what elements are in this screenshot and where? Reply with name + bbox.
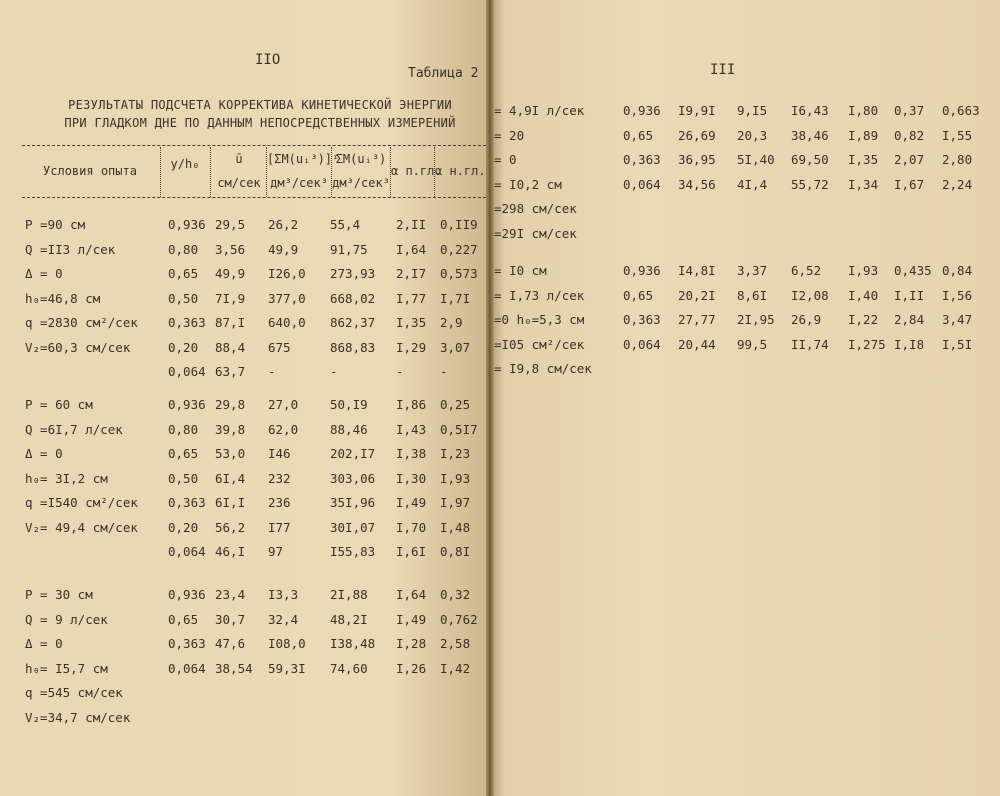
condition-label: P =90 см <box>25 217 86 232</box>
page-number-right: III <box>710 62 736 78</box>
table-cell: 232 <box>268 470 291 486</box>
table-cell: 377,0 <box>268 290 306 306</box>
col-header-u-bar <box>212 152 266 190</box>
table-cell: I,67 <box>894 176 925 192</box>
table-cell: 3,37 <box>737 263 768 278</box>
table-cell: 0,65 <box>623 287 654 303</box>
table-cell: - <box>396 364 404 379</box>
table-cell: 0,37 <box>894 103 925 118</box>
condition-label: h₀=46,8 см <box>25 290 101 306</box>
condition-label: P = 60 см <box>25 397 93 412</box>
condition-label: P = 30 см <box>25 587 93 602</box>
condition-label: =I05 см²/сек <box>494 336 585 352</box>
condition-label: = 0 <box>494 152 517 167</box>
table-cell: 0,936 <box>168 587 206 602</box>
table-cell: 0,80 <box>168 421 199 437</box>
table-cell: 6,52 <box>791 263 822 278</box>
table-cell: 0,227 <box>440 241 478 257</box>
table-cell: 0,50 <box>168 290 199 306</box>
heading-line-2: ПРИ ГЛАДКОМ ДНЕ ПО ДАННЫМ НЕПОСРЕДСТВЕННЫХ ИЗМЕРЕНИЙ <box>64 116 456 130</box>
header-divider <box>160 147 161 197</box>
table-cell: I,22 <box>848 312 879 327</box>
table-cell: 862,37 <box>330 315 376 330</box>
book-gutter <box>486 0 494 796</box>
table-cell: 0,32 <box>440 587 471 602</box>
condition-label: h₀= 3I,2 см <box>25 470 108 486</box>
table-cell: 32,4 <box>268 611 299 627</box>
table-cell: 0,20 <box>168 519 199 535</box>
table-cell: I,38 <box>396 446 427 461</box>
condition-label: Δ = 0 <box>25 636 63 651</box>
table-cell: 0,363 <box>168 315 206 330</box>
table-cell: 0,064 <box>168 364 206 379</box>
right-page <box>490 0 1000 796</box>
table-cell: I,42 <box>440 660 471 676</box>
table-cell: 236 <box>268 495 291 510</box>
table-cell: 0,363 <box>168 495 206 510</box>
table-cell: 0,65 <box>168 446 199 461</box>
table-cell: 0,936 <box>623 103 661 118</box>
table-cell: 6I,I <box>215 495 246 510</box>
table-cell: 34,56 <box>678 176 716 192</box>
table-cell: 87,I <box>215 315 246 330</box>
table-cell: 3,07 <box>440 339 471 355</box>
table-cell: 99,5 <box>737 336 768 352</box>
table-cell: I,28 <box>396 636 427 651</box>
sum1-symbol: [ΣM(uᵢ³)]ᶦ <box>267 152 340 166</box>
condition-label: = I9,8 см/сек <box>494 361 592 376</box>
table-cell: 30I,07 <box>330 519 376 535</box>
condition-label: h₀= I5,7 см <box>25 660 108 676</box>
table-cell: 640,0 <box>268 315 306 330</box>
col-header-y-over-h: y/h₀ <box>170 157 200 171</box>
table-cell: 2,84 <box>894 312 925 327</box>
condition-label: Q =6I,7 л/сек <box>25 421 123 437</box>
table-cell: I77 <box>268 519 291 535</box>
table-cell: 53,0 <box>215 446 246 461</box>
table-cell: 88,46 <box>330 421 368 437</box>
table-cell: 48,2I <box>330 611 368 627</box>
table-cell: 0,064 <box>623 176 661 192</box>
table-cell: 47,6 <box>215 636 246 651</box>
condition-label: V₂=34,7 см/сек <box>25 709 131 725</box>
table-cell: 35I,96 <box>330 495 376 510</box>
table-cell: 2,9 <box>440 315 463 330</box>
header-divider <box>210 147 211 197</box>
table-cell: 20,2I <box>678 287 716 303</box>
table-cell: 0,65 <box>168 266 199 281</box>
table-cell: 38,46 <box>791 127 829 143</box>
table-cell: I,7I <box>440 290 471 306</box>
table-cell: I,77 <box>396 290 427 306</box>
table-cell: 0,663 <box>942 103 980 118</box>
table-cell: 0,84 <box>942 263 973 278</box>
table-cell: 6I,4 <box>215 470 246 486</box>
table-cell: 97 <box>268 544 284 559</box>
table-cell: 0,25 <box>440 397 471 412</box>
table-cell: 0,064 <box>623 336 661 352</box>
table-cell: I,6I <box>396 544 427 559</box>
table-cell: 0,936 <box>623 263 661 278</box>
table-cell: I4,8I <box>678 263 716 278</box>
table-cell: 91,75 <box>330 241 368 257</box>
table-cell: I,64 <box>396 241 427 257</box>
table-cell: 74,60 <box>330 660 368 676</box>
table-cell: I,30 <box>396 470 427 486</box>
table-cell: I,43 <box>396 421 427 437</box>
table-cell: 38,54 <box>215 660 253 676</box>
condition-label: Δ = 0 <box>25 446 63 461</box>
table-cell: I3,3 <box>268 587 299 602</box>
table-cell: 8,6I <box>737 287 768 303</box>
u-bar-symbol: ū <box>235 152 243 166</box>
table-cell: I46 <box>268 446 291 461</box>
u-bar-unit: см/сек <box>217 176 261 190</box>
table-cell: I08,0 <box>268 636 306 651</box>
table-cell: 0,65 <box>623 127 654 143</box>
table-cell: 0,80 <box>168 241 199 257</box>
table-cell: 2,I7 <box>396 266 427 281</box>
table-cell: 668,02 <box>330 290 376 306</box>
table-cell: I55,83 <box>330 544 376 559</box>
table-cell: 0,064 <box>168 544 206 559</box>
table-cell: 39,8 <box>215 421 246 437</box>
table-cell: I,29 <box>396 339 427 355</box>
table-cell: 5I,40 <box>737 152 775 167</box>
table-cell: I,93 <box>848 263 879 278</box>
table-cell: 49,9 <box>268 241 299 257</box>
table-cell: 0,363 <box>168 636 206 651</box>
table-cell: 26,69 <box>678 127 716 143</box>
table-cell: 69,50 <box>791 152 829 167</box>
col-header-alpha-n: α н.гл. <box>435 164 486 178</box>
table-cell: I26,0 <box>268 266 306 281</box>
table-heading <box>40 96 480 132</box>
table-cell: 3,56 <box>215 241 246 257</box>
col-header-alpha-p: α п.гл. <box>391 164 442 178</box>
table-cell: - <box>268 364 276 379</box>
table-cell: I,56 <box>942 287 973 303</box>
table-cell: 20,3 <box>737 127 768 143</box>
table-cell: I,26 <box>396 660 427 676</box>
table-cell: 30,7 <box>215 611 246 627</box>
table-cell: I,II <box>894 287 925 303</box>
table-cell: 4I,4 <box>737 176 768 192</box>
table-cell: I,I8 <box>894 336 925 352</box>
table-cell: 0,762 <box>440 611 478 627</box>
condition-label: q =545 см/сек <box>25 685 123 700</box>
condition-label: q =I540 см²/сек <box>25 495 138 510</box>
condition-label: = 20 <box>494 127 525 143</box>
condition-label: =0 h₀=5,3 см <box>494 312 585 327</box>
table-cell: 36,95 <box>678 152 716 167</box>
table-cell: 303,06 <box>330 470 376 486</box>
table-cell: 2,07 <box>894 152 925 167</box>
table-cell: 59,3I <box>268 660 306 676</box>
table-cell: 0,5I7 <box>440 421 478 437</box>
table-cell: 0,064 <box>168 660 206 676</box>
table-cell: 202,I7 <box>330 446 376 461</box>
table-cell: 0,82 <box>894 127 925 143</box>
table-cell: 55,72 <box>791 176 829 192</box>
table-cell: 0,8I <box>440 544 471 559</box>
table-cell: I,48 <box>440 519 471 535</box>
table-cell: 62,0 <box>268 421 299 437</box>
condition-label: = I0,2 см <box>494 176 562 192</box>
condition-label: Q =II3 л/сек <box>25 241 116 257</box>
table-cell: I2,08 <box>791 287 829 303</box>
table-cell: 0,936 <box>168 397 206 412</box>
table-cell: I,49 <box>396 495 427 510</box>
table-cell: 2I,95 <box>737 312 775 327</box>
table-cell: 675 <box>268 339 291 355</box>
table-cell: 55,4 <box>330 217 361 232</box>
table-cell: 26,9 <box>791 312 822 327</box>
table-cell: 27,77 <box>678 312 716 327</box>
table-cell: - <box>330 364 338 379</box>
table-cell: I,35 <box>396 315 427 330</box>
page-number-left: IIO <box>255 52 281 68</box>
table-cell: 0,20 <box>168 339 199 355</box>
table-cell: 2,II <box>396 217 427 232</box>
table-cell: I,40 <box>848 287 879 303</box>
table-cell: 56,2 <box>215 519 246 535</box>
table-cell: I,80 <box>848 103 879 118</box>
table-cell: 0,435 <box>894 263 932 278</box>
table-cell: I6,43 <box>791 103 829 118</box>
table-cell: 2,58 <box>440 636 471 651</box>
table-cell: I,55 <box>942 127 973 143</box>
table-cell: 46,I <box>215 544 246 559</box>
condition-label: V₂=60,3 см/сек <box>25 339 131 355</box>
sum2-unit: дм³/сек³ <box>332 176 390 190</box>
left-page <box>0 0 490 796</box>
table-cell: I,97 <box>440 495 471 510</box>
condition-label: V₂= 49,4 см/сек <box>25 519 138 535</box>
table-cell: 50,I9 <box>330 397 368 412</box>
table-cell: I,89 <box>848 127 879 143</box>
sum2-symbol: ΣM(uᵢ³) <box>335 152 387 166</box>
heading-line-1: РЕЗУЛЬТАТЫ ПОДСЧЕТА КОРРЕКТИВА КИНЕТИЧЕСКОЙ ЭНЕРГИИ <box>68 98 452 112</box>
table-cell: 63,7 <box>215 364 246 379</box>
condition-label: =29I см/сек <box>494 225 577 241</box>
table-cell: 0,573 <box>440 266 478 281</box>
header-bottom-rule <box>22 197 486 198</box>
condition-label: = 4,9I л/сек <box>494 103 585 118</box>
table-cell: I,70 <box>396 519 427 535</box>
table-cell: I,23 <box>440 446 471 461</box>
table-cell: - <box>440 364 448 379</box>
header-top-rule <box>22 145 486 146</box>
table-cell: I,35 <box>848 152 879 167</box>
table-cell: I38,48 <box>330 636 376 651</box>
table-cell: 868,83 <box>330 339 376 355</box>
condition-label: = I0 см <box>494 263 547 278</box>
table-cell: 29,8 <box>215 397 246 412</box>
table-cell: I,93 <box>440 470 471 486</box>
table-cell: 0,65 <box>168 611 199 627</box>
table-cell: 2,80 <box>942 152 973 167</box>
table-cell: 2,24 <box>942 176 973 192</box>
table-cell: I,34 <box>848 176 879 192</box>
col-header-sum2 <box>332 152 390 190</box>
table-cell: 23,4 <box>215 587 246 602</box>
table-cell: 2I,88 <box>330 587 368 602</box>
table-cell: 0,363 <box>623 152 661 167</box>
table-cell: 0,363 <box>623 312 661 327</box>
table-cell: II,74 <box>791 336 829 352</box>
table-cell: 27,0 <box>268 397 299 412</box>
table-cell: 3,47 <box>942 312 973 327</box>
condition-label: Q = 9 л/сек <box>25 611 108 627</box>
table-cell: 26,2 <box>268 217 299 232</box>
table-cell: I,64 <box>396 587 427 602</box>
table-cell: 49,9 <box>215 266 246 281</box>
table-cell: I,49 <box>396 611 427 627</box>
table-cell: 0,936 <box>168 217 206 232</box>
table-cell: 20,44 <box>678 336 716 352</box>
table-cell: 0,II9 <box>440 217 478 232</box>
table-cell: 273,93 <box>330 266 376 281</box>
table-cell: 7I,9 <box>215 290 246 306</box>
table-cell: 29,5 <box>215 217 246 232</box>
condition-label: = I,73 л/сек <box>494 287 585 303</box>
table-cell: 0,50 <box>168 470 199 486</box>
table-cell: 9,I5 <box>737 103 768 118</box>
condition-label: Δ = 0 <box>25 266 63 281</box>
table-label: Таблица 2 <box>408 66 479 81</box>
table-cell: I9,9I <box>678 103 716 118</box>
condition-label: q =2830 см²/сек <box>25 315 138 330</box>
table-cell: I,275 <box>848 336 886 352</box>
sum1-unit: дм³/сек³ <box>270 176 328 190</box>
table-cell: 88,4 <box>215 339 246 355</box>
col-header-conditions: Условия опыта <box>43 164 137 178</box>
condition-label: =298 см/сек <box>494 201 577 216</box>
table-cell: I,5I <box>942 336 973 352</box>
col-header-sum1 <box>267 152 340 190</box>
table-cell: I,86 <box>396 397 427 412</box>
